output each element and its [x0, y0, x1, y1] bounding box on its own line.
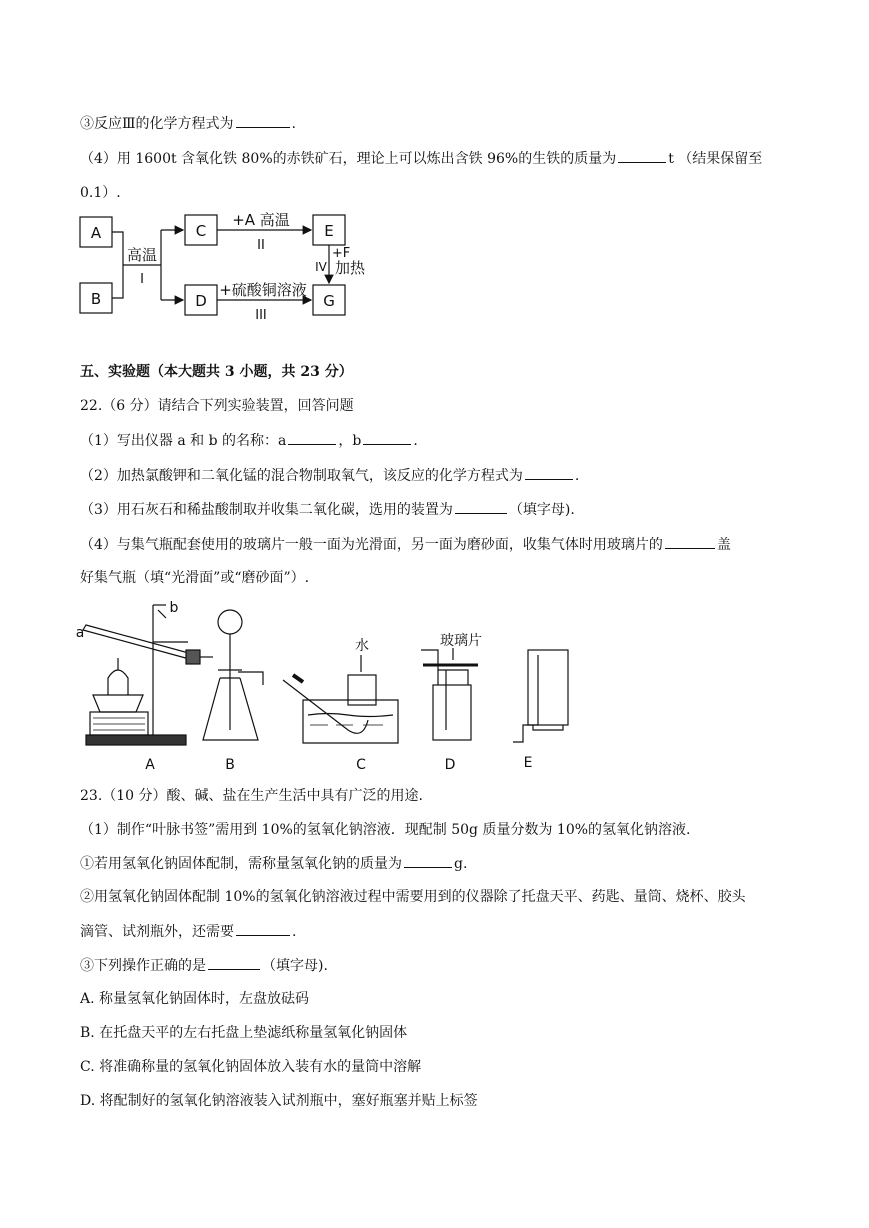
- answer-blank: [288, 430, 336, 445]
- answer-blank: [404, 853, 452, 868]
- option-b: B. 在托盘天平的左右托盘上垫滤纸称量氢氧化钠固体: [80, 1025, 408, 1041]
- apparatus-e: [513, 650, 568, 742]
- lab-apparatus-figure: [75, 600, 578, 775]
- step4-number: IV: [315, 260, 327, 274]
- label-g: G: [323, 292, 335, 310]
- label-apparatus-d: D: [444, 757, 456, 773]
- step3-condition: +硫酸铜溶液: [219, 281, 307, 299]
- answer-blank: [455, 499, 507, 514]
- answer-blank: [525, 465, 573, 480]
- answer-blank: [236, 113, 290, 128]
- q23-sub1-text: ①若用氢氧化钠固体配制，需称量氢氧化钠的质量为: [80, 856, 402, 872]
- option-a: A. 称量氢氧化钠固体时，左盘放砝码: [80, 991, 310, 1007]
- q23-sub1-end: g.: [454, 856, 468, 872]
- label-instrument-a: a: [75, 625, 85, 641]
- step4-condition-heat: 加热: [334, 259, 366, 277]
- label-glass-plate: 玻璃片: [440, 633, 482, 649]
- answer-blank: [363, 430, 411, 445]
- label-c: C: [195, 222, 207, 240]
- label-apparatus-a: A: [145, 757, 155, 773]
- answer-blank: [618, 148, 666, 163]
- apparatus-d: [421, 648, 478, 740]
- q22-part2: [80, 465, 579, 486]
- label-e: E: [324, 222, 334, 240]
- q22-part3: [80, 499, 575, 520]
- apparatus-b: [203, 610, 263, 740]
- q22-part2-end: .: [574, 468, 580, 484]
- option-d: D. 将配制好的氢氧化钠溶液装入试剂瓶中，塞好瓶塞并贴上标签: [80, 1093, 478, 1109]
- q22-part2-text: （2）加热氯酸钾和二氧化锰的混合物制取氧气，该反应的化学方程式为: [80, 468, 523, 484]
- answer-blank: [665, 534, 715, 549]
- answer-blank: [236, 921, 290, 936]
- step2-number: II: [257, 238, 265, 253]
- label-d: D: [195, 292, 207, 310]
- apparatus-a: [83, 605, 213, 745]
- q21-line4b: 0.1）.: [80, 185, 121, 201]
- q22-part1-mid: ，b: [338, 433, 362, 449]
- q23-sub2b-end: .: [292, 924, 297, 940]
- q22-intro: 22.（6 分）请结合下列实验装置，回答问题: [80, 398, 354, 414]
- q22-part3-end: （填字母).: [508, 502, 575, 518]
- option-c: C. 将准确称量的氢氧化钠固体放入装有水的量筒中溶解: [80, 1059, 422, 1075]
- label-instrument-b: b: [169, 600, 179, 616]
- q22-part4b: 好集气瓶（填“光滑面”或“磨砂面”）.: [80, 570, 310, 586]
- q21-line4a-end: t （结果保留至: [668, 151, 763, 167]
- q22-part1-end: .: [413, 433, 418, 449]
- q22-part4a: [80, 534, 731, 555]
- q23-sub3-end: （填字母).: [262, 958, 328, 974]
- q22-part1: [80, 430, 418, 451]
- q23-sub2b: [80, 921, 296, 942]
- label-a: A: [90, 224, 102, 242]
- q23-sub3: [80, 955, 328, 976]
- label-apparatus-c: C: [356, 757, 366, 773]
- q21-line3: [80, 113, 296, 134]
- q22-part4a-text: （4）与集气瓶配套使用的玻璃片一般一面为光滑面，另一面为磨砂面，收集气体时用玻璃片的: [80, 537, 663, 553]
- label-apparatus-e: E: [523, 755, 533, 771]
- q21-line4a-text: （4）用 1600t 含氧化铁 80%的赤铁矿石，理论上可以炼出含铁 96%的生铁的质量为: [80, 151, 617, 167]
- q22-part3-text: （3）用石灰石和稀盐酸制取并收集二氧化碳，选用的装置为: [80, 502, 453, 518]
- q23-sub1: [80, 853, 467, 874]
- q23-part1: （1）制作“叶脉书签”需用到 10%的氢氧化钠溶液．现配制 50g 质量分数为 10%的氢氧化钠溶液.: [80, 822, 691, 838]
- section-title: 五、实验题（本大题共 3 小题，共 23 分）: [80, 364, 353, 380]
- step3-number: III: [255, 308, 267, 323]
- step4-condition-f: +F: [331, 246, 351, 261]
- step1-condition: 高温: [126, 246, 158, 264]
- label-apparatus-b: B: [225, 757, 235, 773]
- q23-sub2b-text: 滴管、试剂瓶外，还需要: [80, 924, 234, 940]
- step1-number: I: [140, 272, 144, 287]
- q22-part1-text: （1）写出仪器 a 和 b 的名称：a: [80, 433, 287, 449]
- label-water: 水: [355, 638, 369, 654]
- apparatus-c: [283, 655, 398, 743]
- q23-sub2a: ②用氢氧化钠固体配制 10%的氢氧化钠溶液过程中需要用到的仪器除了托盘天平、药匙、量筒、烧杯、胶头: [80, 889, 746, 905]
- q21-line4a: [80, 148, 762, 169]
- q22-part4a-end: 盖: [716, 537, 731, 553]
- answer-blank: [208, 955, 260, 970]
- q23-intro: 23.（10 分）酸、碱、盐在生产生活中具有广泛的用途.: [80, 788, 423, 804]
- step2-condition: +A 高温: [232, 211, 290, 229]
- q23-sub3-text: ③下列操作正确的是: [80, 958, 206, 974]
- reaction-flow-diagram: [75, 205, 375, 325]
- label-b: B: [90, 290, 102, 308]
- q21-line3-text: ③反应Ⅲ的化学方程式为: [80, 116, 234, 132]
- q21-line3-end: .: [291, 116, 296, 132]
